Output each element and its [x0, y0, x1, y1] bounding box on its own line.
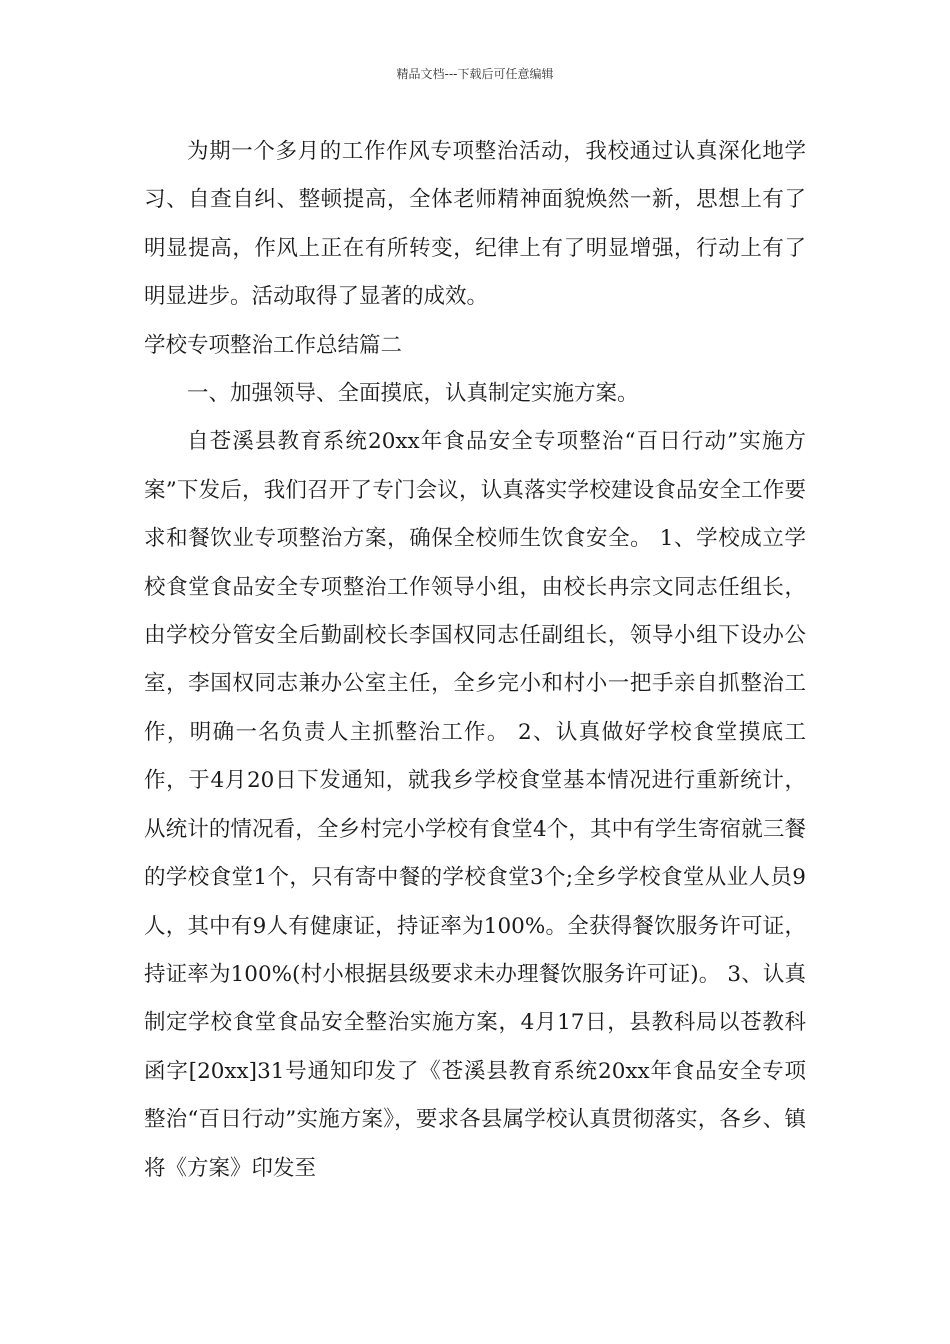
- paragraph-summary: 为期一个多月的工作作风专项整治活动，我校通过认真深化地学习、自查自纠、整顿提高，全体老师精神面貌焕然一新，思想上有了明显提高，作风上正在有所转变，纪律上有了明显增强，行动上有了明显进步。活动取得了显著的成效。: [144, 139, 806, 310]
- paragraph-details: 自苍溪县教育系统20xx年食品安全专项整治“百日行动”实施方案”下发后，我们召开了专门会议，认真落实学校建设食品安全工作要求和餐饮业专项整治方案，确保全校师生饮食安全。 1、学校成立学校食堂食品安全专项整治工作领导小组，由校长冉宗文同志任组长，由学校分管安全后勤副校长李国权同志任副组长，领导小组下设办公室，李国权同志兼办公室主任，全乡完小和村小一把手亲自抓整治工作，明确一名负责人主抓整治工作。 2、认真做好学校食堂摸底工作，于4月20日下发通知，就我乡学校食堂基本情况进行重新统计，从统计的情况看，全乡村完小学校有食堂4个，其中有学生寄宿就三餐的学校食堂1个，只有寄中餐的学校食堂3个;全乡学校食堂从业人员9人，其中有9人有健康证，持证率为100%。全获得餐饮服务许可证，持证率为100%(村小根据县级要求未办理餐饮服务许可证)。 3、认真制定学校食堂食品安全整治实施方案，4月17日，县教科局以苍教科函字[20xx]31号通知印发了《苍溪县教育系统20xx年食品安全专项整治“百日行动”实施方案》，要求各县属学校认真贯彻落实，各乡、镇将《方案》印发至: [144, 429, 806, 1181]
- document-body: [144, 128, 806, 1193]
- subheading-one: 一、加强领导、全面摸底，认真制定实施方案。: [187, 381, 639, 407]
- page-header: 精品文档---下载后可任意编辑: [396, 67, 554, 81]
- section-title: 学校专项整治工作总结篇二: [144, 332, 403, 358]
